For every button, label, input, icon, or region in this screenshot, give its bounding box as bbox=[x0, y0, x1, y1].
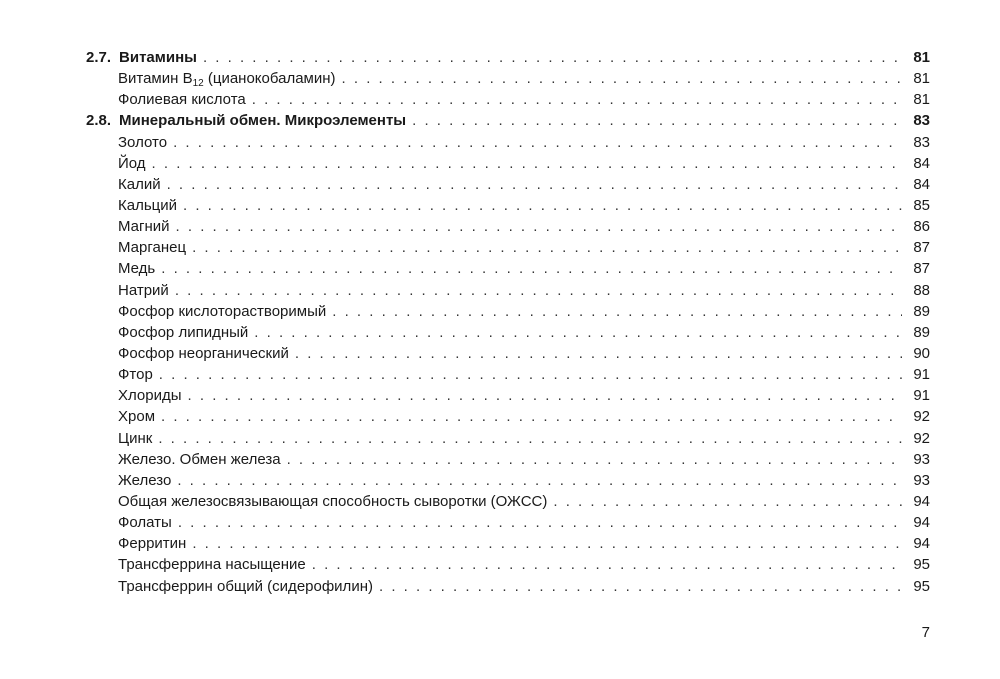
entry-title: Фосфор кислоторастворимый bbox=[118, 302, 327, 320]
entry-page-number: 84 bbox=[913, 175, 930, 193]
entry-page-number: 88 bbox=[913, 281, 930, 299]
dot-leader bbox=[203, 47, 902, 68]
dot-leader bbox=[412, 110, 902, 131]
toc-entry[interactable] bbox=[86, 258, 930, 279]
entry-page-number: 81 bbox=[913, 49, 930, 66]
table-of-contents bbox=[86, 47, 930, 597]
entry-title: Хлориды bbox=[118, 387, 182, 405]
dot-leader bbox=[312, 554, 902, 575]
entry-page-number: 91 bbox=[913, 387, 930, 405]
entry-title: Магний bbox=[118, 218, 170, 236]
entry-title: Фосфор липидный bbox=[118, 323, 249, 341]
dot-leader bbox=[342, 68, 902, 89]
entry-page-number: 90 bbox=[913, 344, 930, 362]
dot-leader bbox=[252, 89, 902, 110]
dot-leader bbox=[332, 301, 902, 322]
toc-entry[interactable] bbox=[86, 132, 930, 153]
toc-entry[interactable] bbox=[86, 280, 930, 301]
entry-title: Железо. Обмен железа bbox=[118, 450, 281, 468]
dot-leader bbox=[167, 174, 902, 195]
entry-page-number: 84 bbox=[913, 154, 930, 172]
toc-entry[interactable] bbox=[86, 68, 930, 89]
entry-page-number: 94 bbox=[913, 492, 930, 510]
entry-title-part: Витамин B bbox=[118, 70, 193, 88]
entry-page-number: 81 bbox=[913, 70, 930, 88]
entry-title: Натрий bbox=[118, 281, 169, 299]
entry-title: Минеральный обмен. Микроэлементы bbox=[119, 112, 407, 130]
entry-page-number: 87 bbox=[913, 239, 930, 257]
toc-entry[interactable] bbox=[86, 301, 930, 322]
entry-title: Трансферрин общий (сидерофилин) bbox=[118, 577, 373, 595]
entry-page-number: 85 bbox=[913, 196, 930, 214]
entry-page-number: 94 bbox=[913, 514, 930, 532]
entry-title: Хром bbox=[118, 408, 156, 426]
dot-leader bbox=[161, 406, 902, 427]
entry-title: Витамины bbox=[119, 49, 197, 66]
entry-title bbox=[118, 68, 336, 89]
dot-leader bbox=[175, 280, 902, 301]
entry-page-number: 89 bbox=[913, 302, 930, 320]
dot-leader bbox=[287, 449, 902, 470]
toc-entry[interactable] bbox=[86, 237, 930, 258]
section-number: 2.7. bbox=[86, 49, 112, 66]
entry-page-number: 86 bbox=[913, 218, 930, 236]
entry-title: Калий bbox=[118, 175, 161, 193]
toc-entry[interactable] bbox=[86, 406, 930, 427]
entry-page-number: 92 bbox=[913, 429, 930, 447]
toc-section-entry[interactable] bbox=[86, 47, 930, 68]
entry-title: Трансферрина насыщение bbox=[118, 556, 306, 574]
toc-entry[interactable] bbox=[86, 428, 930, 449]
entry-title: Цинк bbox=[118, 429, 153, 447]
dot-leader bbox=[188, 385, 902, 406]
dot-leader bbox=[192, 533, 902, 554]
toc-entry[interactable] bbox=[86, 364, 930, 385]
entry-page-number: 93 bbox=[913, 471, 930, 489]
toc-entry[interactable] bbox=[86, 174, 930, 195]
dot-leader bbox=[254, 322, 902, 343]
toc-entry[interactable] bbox=[86, 554, 930, 575]
entry-page-number: 92 bbox=[913, 408, 930, 426]
toc-entry[interactable] bbox=[86, 216, 930, 237]
dot-leader bbox=[177, 470, 902, 491]
toc-entry[interactable] bbox=[86, 491, 930, 512]
entry-title: Медь bbox=[118, 260, 156, 278]
entry-page-number: 81 bbox=[913, 91, 930, 109]
toc-entry[interactable] bbox=[86, 153, 930, 174]
dot-leader bbox=[192, 237, 902, 258]
entry-title: Кальций bbox=[118, 196, 177, 214]
entry-page-number: 94 bbox=[913, 535, 930, 553]
toc-section-entry[interactable] bbox=[86, 110, 930, 131]
dot-leader bbox=[173, 132, 902, 153]
dot-leader bbox=[183, 195, 902, 216]
entry-page-number: 93 bbox=[913, 450, 930, 468]
entry-page-number: 89 bbox=[913, 323, 930, 341]
dot-leader bbox=[158, 428, 902, 449]
dot-leader bbox=[159, 364, 902, 385]
entry-title-subscript: 12 bbox=[192, 78, 204, 90]
dot-leader bbox=[176, 216, 902, 237]
toc-entry[interactable] bbox=[86, 322, 930, 343]
entry-title: Йод bbox=[118, 154, 146, 172]
entry-title: Фтор bbox=[118, 366, 153, 384]
entry-page-number: 95 bbox=[913, 556, 930, 574]
entry-page-number: 83 bbox=[913, 133, 930, 151]
toc-entry[interactable] bbox=[86, 195, 930, 216]
toc-entry[interactable] bbox=[86, 470, 930, 491]
entry-page-number: 87 bbox=[913, 260, 930, 278]
entry-title: Фолаты bbox=[118, 514, 172, 532]
entry-title: Марганец bbox=[118, 239, 187, 257]
toc-entry[interactable] bbox=[86, 343, 930, 364]
dot-leader bbox=[295, 343, 902, 364]
dot-leader bbox=[379, 576, 902, 597]
dot-leader bbox=[178, 512, 902, 533]
entry-title: Фосфор неорганический bbox=[118, 344, 289, 362]
toc-entry[interactable] bbox=[86, 89, 930, 110]
entry-title-part: (цианокобаламин) bbox=[203, 70, 336, 88]
toc-entry[interactable] bbox=[86, 385, 930, 406]
entry-page-number: 91 bbox=[913, 366, 930, 384]
entry-page-number: 83 bbox=[913, 112, 930, 130]
toc-entry[interactable] bbox=[86, 533, 930, 554]
entry-page-number: 95 bbox=[913, 577, 930, 595]
toc-entry[interactable] bbox=[86, 576, 930, 597]
entry-title: Золото bbox=[118, 133, 168, 151]
toc-entry[interactable] bbox=[86, 512, 930, 533]
dot-leader bbox=[161, 258, 902, 279]
section-number: 2.8. bbox=[86, 112, 112, 130]
page-number: 7 bbox=[921, 624, 930, 641]
dot-leader bbox=[152, 153, 902, 174]
entry-title: Железо bbox=[118, 471, 172, 489]
entry-title: Фолиевая кислота bbox=[118, 91, 246, 109]
dot-leader bbox=[553, 491, 902, 512]
toc-entry[interactable] bbox=[86, 449, 930, 470]
entry-title: Ферритин bbox=[118, 535, 187, 553]
entry-title: Общая железосвязывающая способность сыворотки (ОЖСС) bbox=[118, 492, 548, 510]
